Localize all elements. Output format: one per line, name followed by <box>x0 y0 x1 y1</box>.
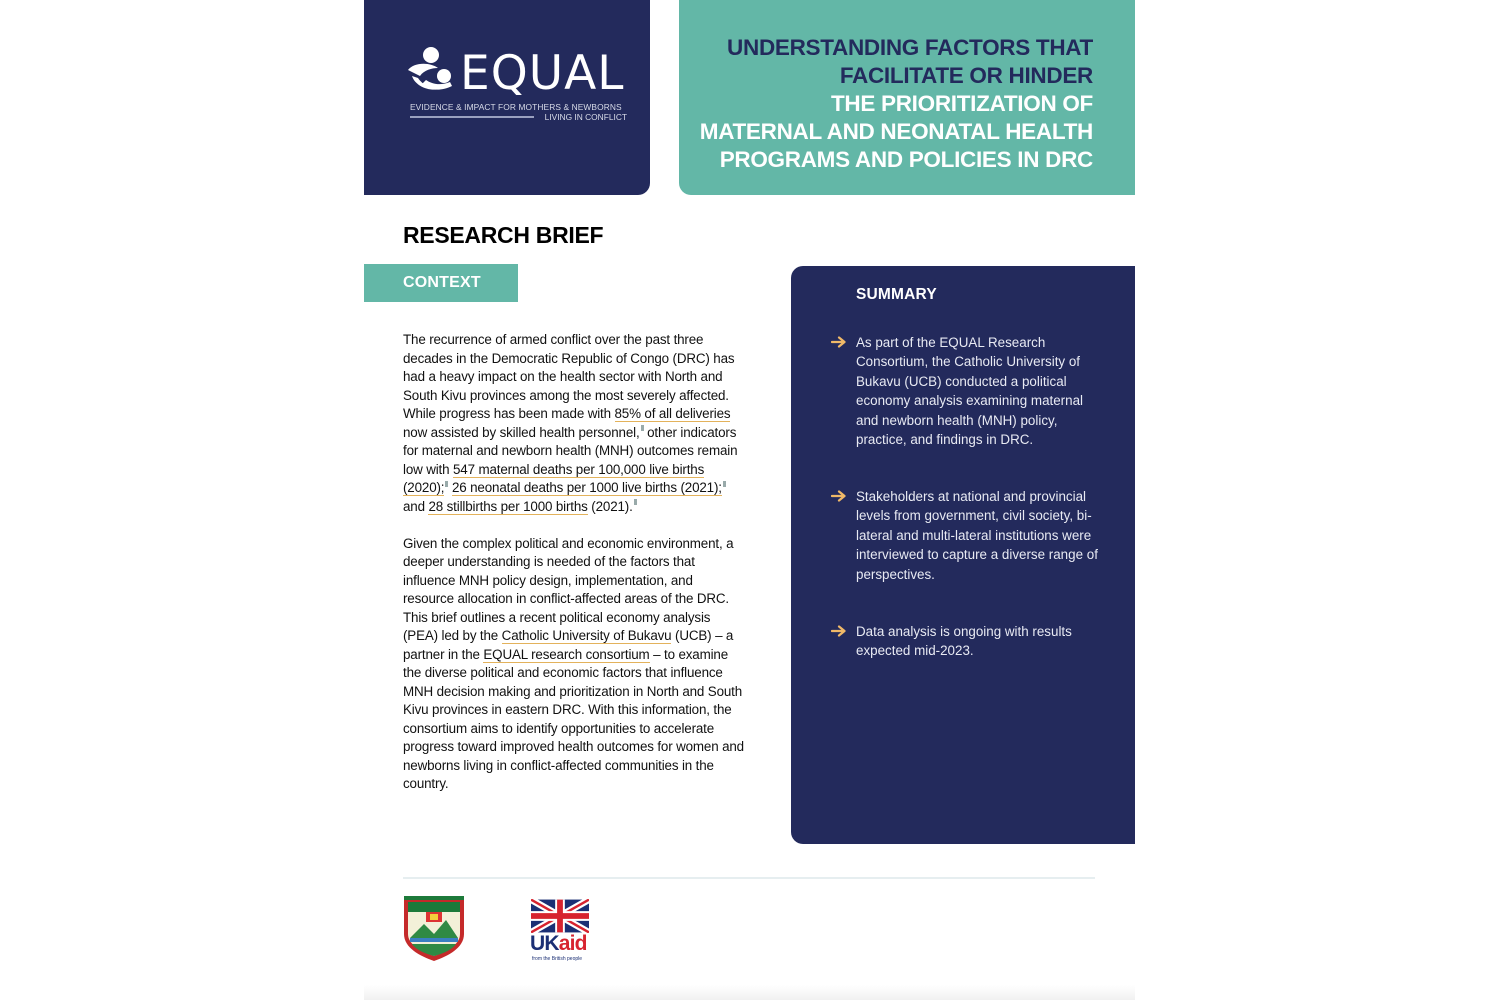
ukaid-aid: aid <box>558 932 587 955</box>
link-equal-consortium[interactable]: EQUAL research consortium <box>483 646 650 662</box>
context-paragraph-1 <box>403 331 745 516</box>
text-run: and <box>403 498 429 514</box>
logo-tagline-bottom: LIVING IN CONFLICT <box>544 112 627 122</box>
document-title <box>673 34 1093 174</box>
text-run: other indicators for maternal and newborn health (MNH) outcomes remain low with <box>403 424 738 477</box>
summary-item-text: Data analysis is ongoing with results expected mid-2023. <box>856 624 1072 659</box>
text-run: Given the complex political and economic environment, a deeper understanding is needed of the factors that influence MNH policy design, implementation, and resource allocation in conflict-affected areas of the DRC. This brief outlines a recent political economy analysis (PEA) led by the <box>403 535 734 643</box>
footer-divider <box>403 877 1095 879</box>
context-label: CONTEXT <box>403 274 481 291</box>
logo-wordmark: EQUAL <box>460 46 625 101</box>
ukaid-tagline: from the British people <box>532 956 583 962</box>
summary-heading: SUMMARY <box>856 286 937 303</box>
union-jack-flag-icon <box>531 899 589 933</box>
link-stillbirths[interactable]: 28 stillbirths per 1000 births <box>428 498 588 514</box>
link-catholic-university[interactable]: Catholic University of Bukavu <box>501 628 672 643</box>
university-crest-logo <box>402 894 466 962</box>
title-line-2: FACILITATE OR HINDER <box>839 63 1093 88</box>
ukaid-uk: UK <box>530 932 559 955</box>
context-body <box>403 331 745 812</box>
text-run: The recurrence of armed conflict over the past three decades in the Democratic Republic of Congo (DRC) has had a heavy impact on the health sector with North and South Kivu provinces among the most severely affected. While progress has been made with <box>403 332 735 421</box>
arrow-right-icon <box>831 490 847 502</box>
arrow-right-icon <box>831 336 847 348</box>
text-run: (UCB) – a partner in the <box>403 628 734 662</box>
text-run: (2021). <box>587 498 633 514</box>
title-panel <box>679 0 1135 195</box>
title-line-5: PROGRAMS AND POLICIES IN DRC <box>719 147 1093 172</box>
context-section-tab <box>364 264 518 302</box>
title-line-3: THE PRIORITIZATION OF <box>830 91 1093 116</box>
title-line-4: MATERNAL AND NEONATAL HEALTH <box>699 119 1093 144</box>
text-run: now assisted by skilled health personnel, <box>403 424 640 440</box>
text-run: – to examine the diverse political and economic factors that influence MNH decision making and prioritization in North and South Kivu provinces in eastern DRC. With this information, the consortium aims to identify opportunities to accelerate progress toward improved health outcomes for women and newborns living in conflict-affected communities in the country. <box>403 646 744 791</box>
link-deliveries[interactable]: 85% of all deliveries <box>614 406 731 421</box>
context-paragraph-2 <box>403 535 745 794</box>
ukaid-logo <box>530 933 587 954</box>
logo-tagline-top: EVIDENCE & IMPACT FOR MOTHERS & NEWBORNS <box>410 102 622 112</box>
summary-item-text: Stakeholders at national and provincial levels from government, civil society, bi-lateral and multi-lateral institutions were interviewed to capture a diverse range of perspectives. <box>856 489 1098 582</box>
link-maternal-deaths[interactable]: 547 maternal deaths per 100,000 live births (2020); <box>403 461 705 495</box>
page-bottom-edge <box>364 985 1135 1000</box>
link-neonatal-deaths[interactable]: 26 neonatal deaths per 1000 live births (2021); <box>451 480 722 495</box>
summary-panel <box>791 266 1135 844</box>
arrow-right-icon <box>831 625 847 637</box>
mother-newborn-logo-icon <box>404 46 460 96</box>
equal-logo-panel <box>364 0 650 195</box>
title-line-1: UNDERSTANDING FACTORS THAT <box>727 35 1093 60</box>
summary-item-text: As part of the EQUAL Research Consortium, the Catholic University of Bukavu (UCB) conducted a political economy analysis examining maternal and newborn health (MNH) policy, practice, and findings in DRC. <box>856 335 1084 448</box>
reference-marker <box>723 481 726 487</box>
reference-marker <box>634 499 637 505</box>
research-brief-heading: RESEARCH BRIEF <box>403 222 604 248</box>
